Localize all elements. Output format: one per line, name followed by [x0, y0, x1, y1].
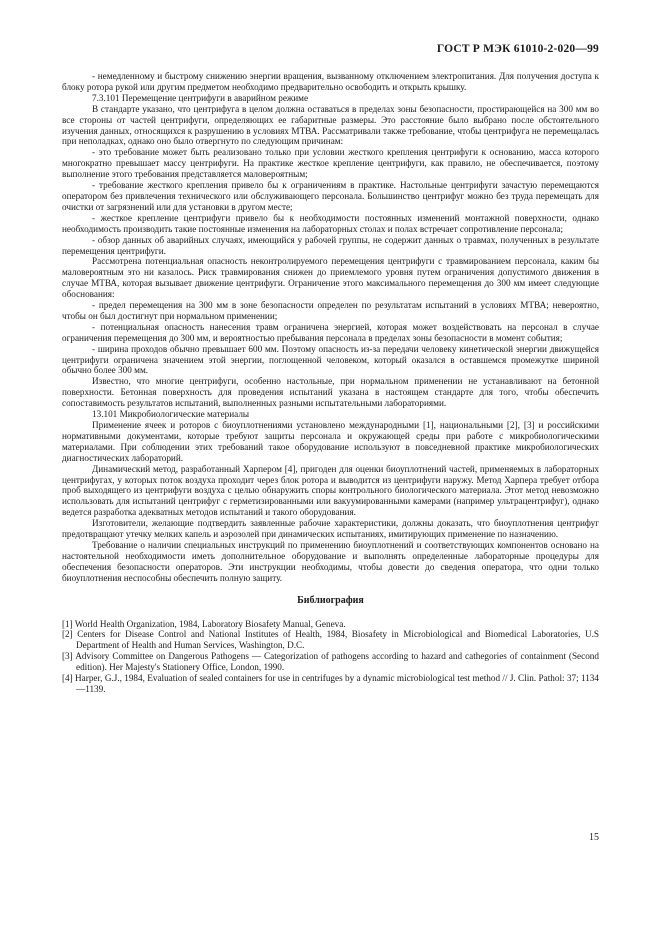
spacer — [62, 584, 599, 596]
page-number: 15 — [589, 832, 599, 843]
bibliography-ref: [3] Advisory Committee on Dangerous Pathogens — Categorization of pathogens according to hazard and cathegories of containment (Second edition). Her Majesty's Stationery Office, London, 1990. — [62, 651, 599, 673]
bibliography-ref: [4] Harper, G.J., 1984, Evaluation of sealed containers for use in centrifuges by a dynamic microbiological test method // J. Clin. Pathol: 37; 1134—1139. — [62, 673, 599, 694]
paragraph: - ширина проходов обычно превышает 600 мм. Поэтому опасность из-за передачи человеку кинетической энергии движущейся центрифуги ограничена значением этой энергии, поглощенной человеком, который оказался в оставшемся промежутке шириной обычно более 300 мм. — [62, 343, 599, 376]
paragraph: - жесткое крепление центрифуги привело бы к необходимости постоянных изменений монтажной поверхности, однако необходимость производить такие постоянные изменения на лабораторных столах и полах встречает сопротивление персонала; — [62, 212, 599, 234]
paragraph: - обзор данных об аварийных случаях, имеющийся у рабочей группы, не содержит данных о травмах, полученных в результате перемещения центрифуги. — [62, 234, 599, 256]
page-body — [62, 71, 599, 695]
paragraph: - предел перемещения на 300 мм в зоне безопасности определен по результатам испытаний в условиях МТВА; невероятно, чтобы он был достигнут при нормальном применении; — [62, 300, 599, 321]
bibliography-ref: [1] World Health Organization, 1984, Laboratory Biosafety Manual, Geneva. — [62, 618, 346, 629]
paragraph: Изготовители, желающие подтвердить заявленные рабочие характеристики, должны доказать, что биоуплотнения центрифуг предотвращают утечку мелких капель и аэрозолей при динамических испытаниях, имитирующих применение по назначению. — [62, 518, 599, 540]
bibliography-ref: [2] Centers for Disease Control and National Institutes of Health, 1984, Biosafety in Microbiological and Biomedical Laboratories, U.S Department of Health and Human Services, Washington, D.C. — [62, 629, 599, 651]
section-heading: 7.3.101 Перемещение центрифуги в аварийном режиме — [92, 92, 309, 103]
section-heading: 13.101 Микробиологические материалы — [92, 409, 250, 420]
paragraph: В стандарте указано, что центрифуга в целом должна оставаться в пределах зоны безопасности, простирающейся на 300 мм во все стороны от частей центрифуги, определяющих ее габаритные размеры. Это расстояние было выбрано после обстоятельного изучения данных, относящихся к разрушению в условиях МТВА. Рассматривали также требование, чтобы центрифуга не перемещалась при неполадках, однако оно было отвергнуто по следующим причинам: — [62, 103, 599, 147]
paragraph: Рассмотрена потенциальная опасность неконтролируемого перемещения центрифуги с травмированием персонала, каким бы маловероятным это ни казалось. Риск травмирования снижен до приемлемого уровня путем ограничения допустимого движения в случае МТВА, которая вызывает движение центрифуги. Ограничение этого максимального перемещения до 300 мм имеет следующие обоснования: — [62, 256, 599, 300]
paragraph: - требование жесткого крепления привело бы к ограничениям в практике. Настольные центрифуги зачастую перемещаются оператором без привлечения технического или обслуживающего персонала. Большинство центрифуг можно без труда перемещать для очистки от загрязнений или для установки в другом месте; — [62, 180, 599, 212]
paragraph: Известно, что многие центрифуги, особенно настольные, при нормальном применении не устанавливают на бетонной поверхности. Бетонная поверхность для проведения испытаний указана в настоящем стандарте для того, чтобы обеспечить сопоставимость результатов испытаний, выполненных разными испытательными лабораториями. — [62, 376, 599, 409]
paragraph: Динамический метод, разработанный Харпером [4], пригоден для оценки биоуплотнений частей, применяемых в лабораторных центрифугах, у которых поток воздуха проходит через блок ротора и выводится из центрифуги наружу. Метод Харпера требует отбора проб выходящего из центрифуги воздуха с целью обнаружить споры контрольного биологического материала. Этот метод невозможно использовать для испытаний центрифуг с герметизированными или вакуумированными камерами (например ультрацентрифуг), однако ведется разработка адекватных методов испытаний и такого оборудования. — [62, 463, 599, 518]
paragraph: - потенциальная опасность нанесения травм ограничена энергией, которая может воздействовать на персонал в случае ограничения перемещения до 300 мм, и вероятностью пребывания персонала в пределах зоны безопасности в момент события; — [62, 321, 599, 343]
paragraph: Требование о наличии специальных инструкций по применению биоуплотнений и соответствующих компонентов основано на настоятельной необходимости иметь дополнительное оборудование и выполнять определенные лабораторные процедуры для обеспечения безопасности операторов. Эти инструкции необходимы, чтобы довести до сведения оператора, что одни только биоуплотнения неспособны обеспечить полную защиту. — [62, 539, 599, 583]
document-header: ГОСТ Р МЭК 61010-2-020—99 — [436, 43, 599, 55]
paragraph: - это требование может быть реализовано только при условии жесткого крепления центрифуги к основанию, масса которого многократно превышает массу центрифуги. На практике жесткое крепление центрифуги, как правило, не обеспечивается, поэтому выполнение этого требования представляется маловероятным; — [62, 147, 599, 180]
bibliography-title: Библиография — [297, 594, 364, 606]
paragraph: Применение ячеек и роторов с биоуплотнениями установлено международными [1], национальными [2], [3] и российскими нормативными документами, которые требуют защиты персонала и окружающей среды при работе с микробиологическими материалами. При соблюдении этих требований такое оборудование используют в повседневной практике микробиологических диагностических лабораторий. — [62, 420, 599, 463]
paragraph: - немедленному и быстрому снижению энергии вращения, вызванному отключением электропитания. Для получения доступа к блоку ротора рукой или другим предметом необходимо предварительно освободить и открыть крышку. — [62, 71, 599, 92]
